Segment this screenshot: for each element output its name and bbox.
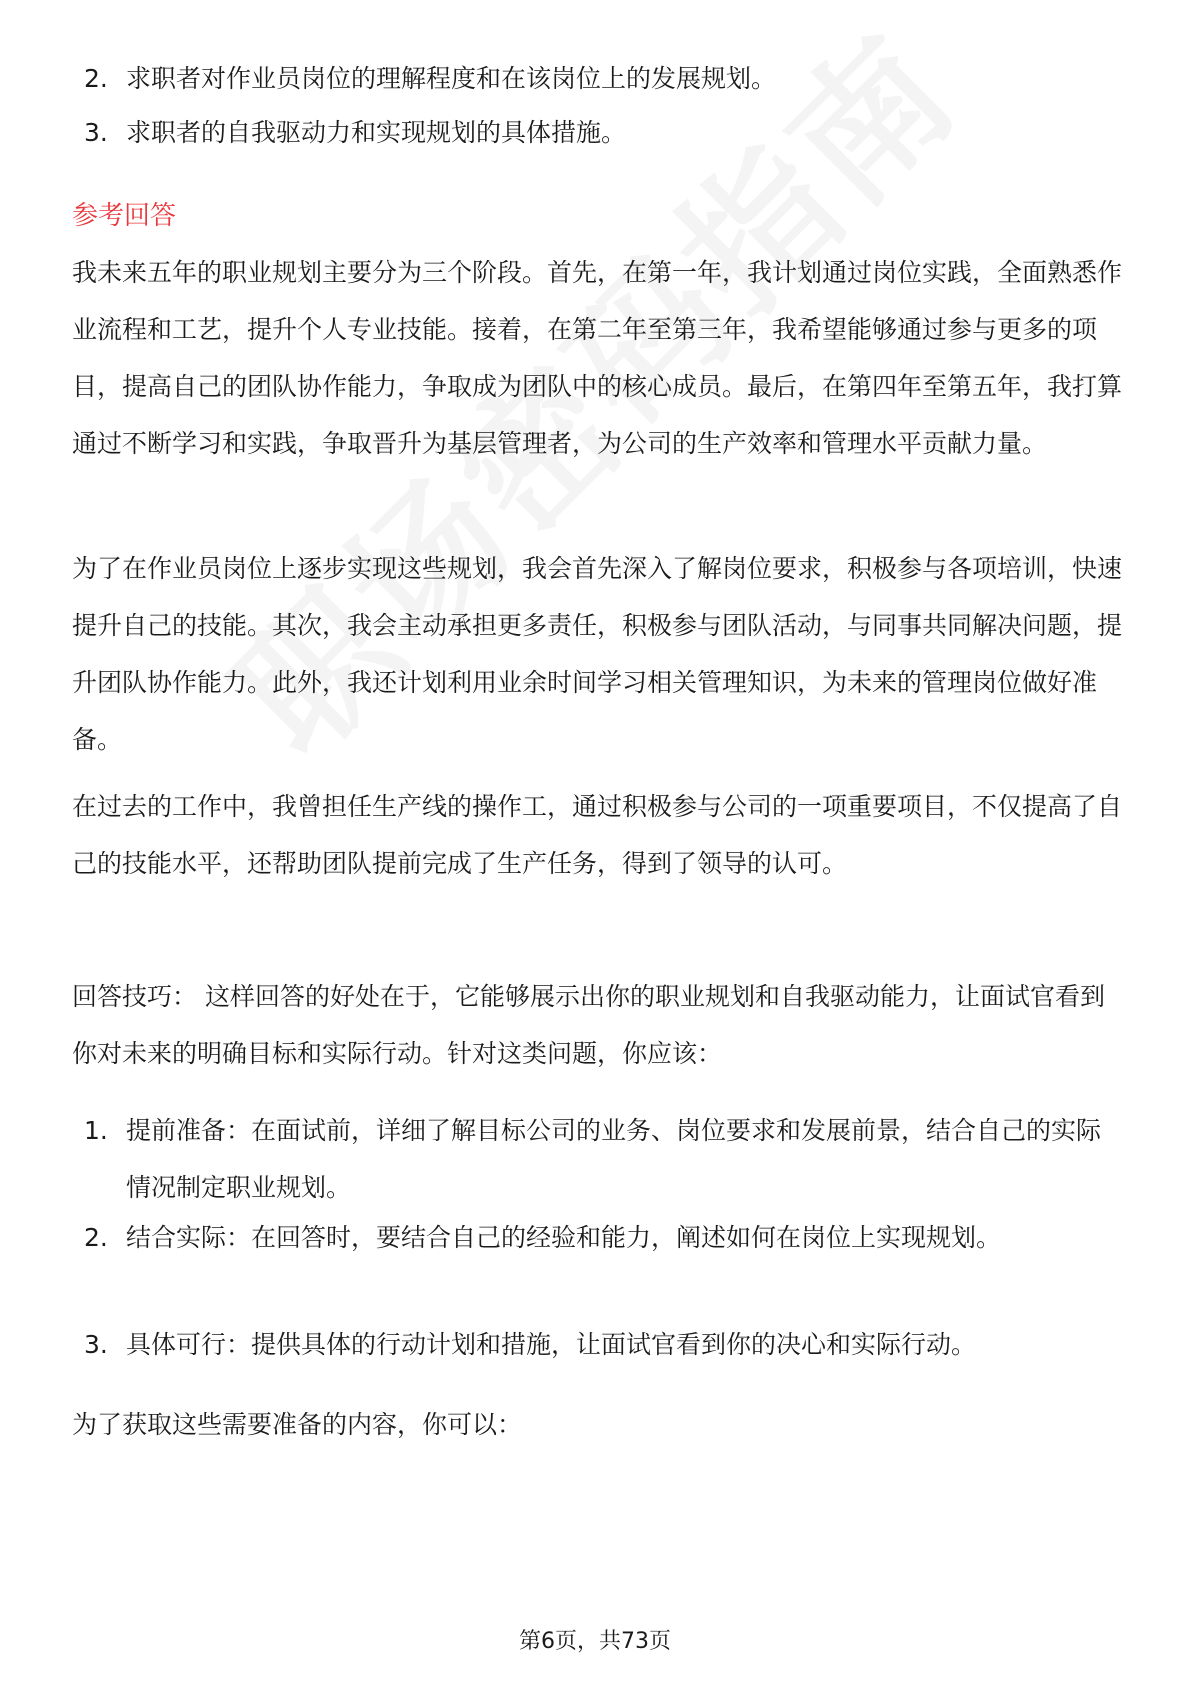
list-text: 具体可行：提供具体的行动计划和措施，让面试官看到你的决心和实际行动。: [126, 1330, 977, 1359]
closing-paragraph: 为了获取这些需要准备的内容，你可以：: [72, 1410, 523, 1439]
page-number: 第6页，共73页: [519, 1629, 671, 1654]
list-number: 2.: [84, 64, 108, 93]
list-text: 求职者对作业员岗位的理解程度和在该岗位上的发展规划。: [126, 64, 777, 93]
list-text: 结合实际：在回答时，要结合自己的经验和能力，阐述如何在岗位上实现规划。: [126, 1223, 1002, 1252]
answer-paragraph: 为了在作业员岗位上逐步实现这些规划，我会首先深入了解岗位要求，积极参与各项培训，快速提升自己的技能。其次，我会主动承担更多责任，积极参与团队活动，与同事共同解决问题，提升团队协作能力。此外，我还计划利用业余时间学习相关管理知识，为未来的管理岗位做好准备。: [72, 554, 1123, 754]
list-text: 求职者的自我驱动力和实现规划的具体措施。: [126, 118, 627, 147]
list-number: 3.: [84, 118, 108, 147]
list-number: 1.: [84, 1116, 108, 1145]
list-number: 2.: [84, 1223, 108, 1252]
list-number: 3.: [84, 1330, 108, 1359]
section-heading: 参考回答: [72, 201, 177, 231]
tips-paragraph: 回答技巧： 这样回答的好处在于，它能够展示出你的职业规划和自我驱动能力，让面试官看到你对未来的明确目标和实际行动。针对这类问题，你应该：: [72, 982, 1105, 1068]
answer-paragraph: 在过去的工作中，我曾担任生产线的操作工，通过积极参与公司的一项重要项目，不仅提高了自己的技能水平，还帮助团队提前完成了生产任务，得到了领导的认可。: [72, 792, 1123, 878]
list-text: 提前准备：在面试前，详细了解目标公司的业务、岗位要求和发展前景，结合自己的实际情况制定职业规划。: [126, 1116, 1102, 1202]
answer-paragraph: 我未来五年的职业规划主要分为三个阶段。首先，在第一年，我计划通过岗位实践，全面熟悉作业流程和工艺，提升个人专业技能。接着，在第二年至第三年，我希望能够通过参与更多的项目，提高自己的团队协作能力，争取成为团队中的核心成员。最后，在第四年至第五年，我打算通过不断学习和实践，争取晋升为基层管理者，为公司的生产效率和管理水平贡献力量。: [72, 258, 1123, 458]
